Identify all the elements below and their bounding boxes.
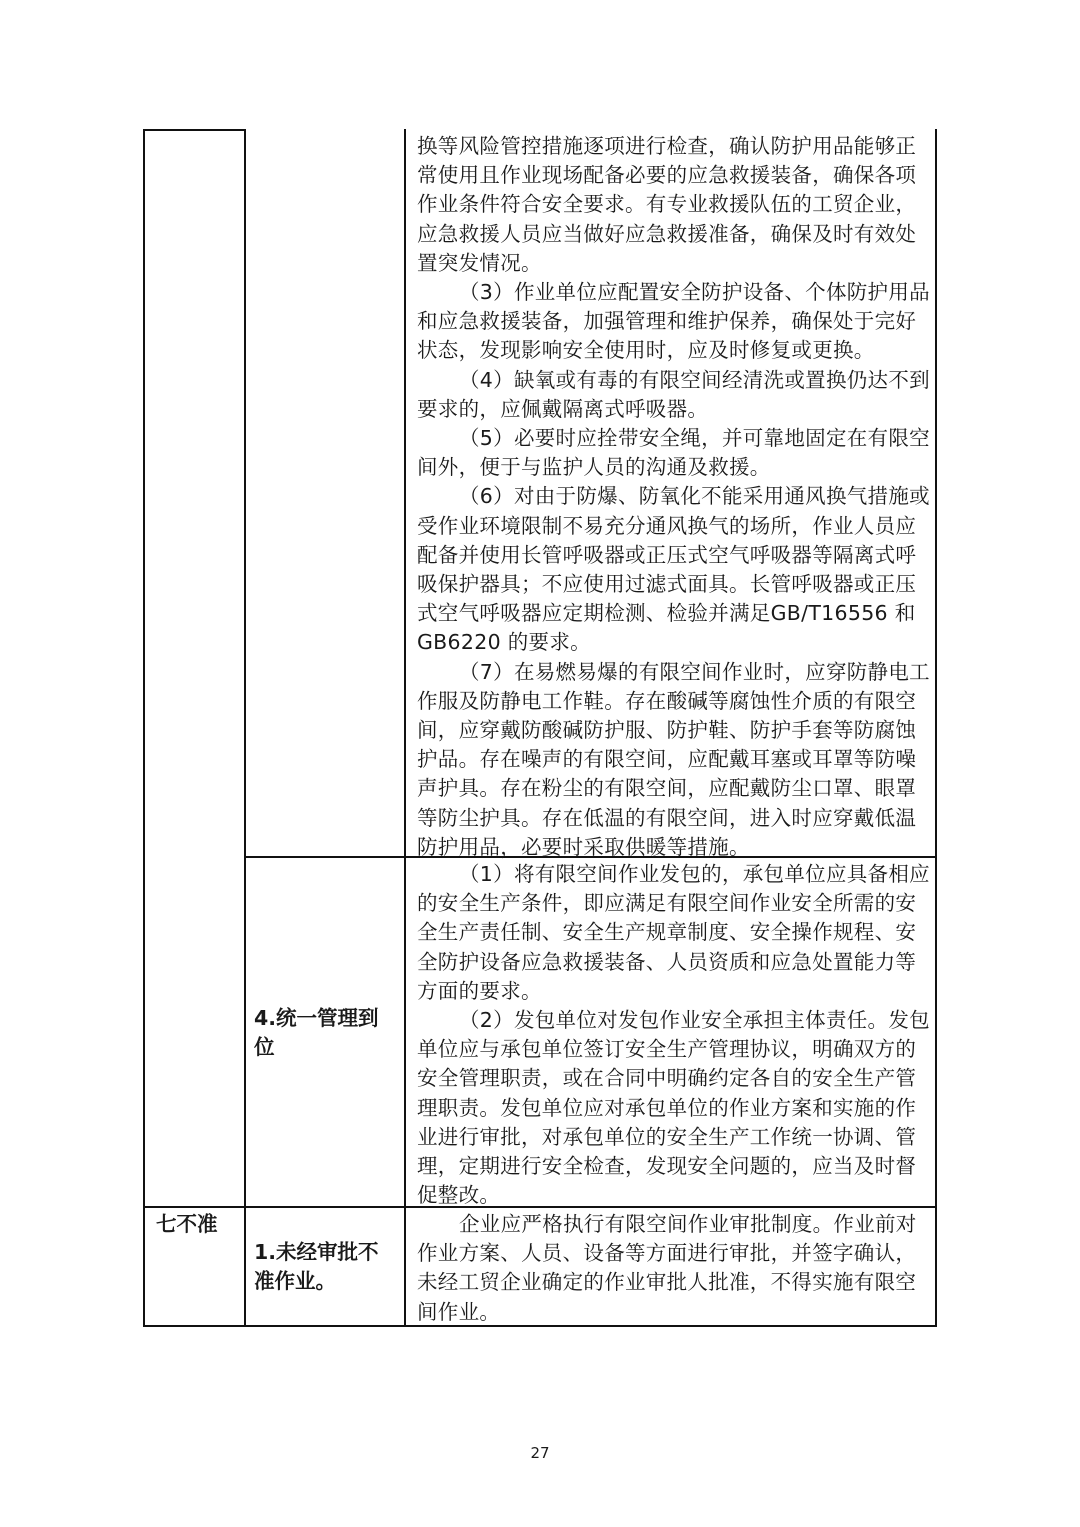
- table-cell-content-row-2: [417, 860, 933, 1210]
- paragraph: （4）缺氧或有毒的有限空间经清洗或置换仍达不到要求的，应佩戴隔离式呼吸器。: [417, 367, 930, 421]
- paragraph: （6）对由于防爆、防氧化不能采用通风换气措施或受作业环境限制不易充分通风换气的场所，作业人员应配备并使用长管呼吸器或正压式空气呼吸器等隔离式呼吸保护器具；不应使用过滤式面具。长管呼吸器或正压式空气呼吸器应定期检测、检验并满足GB/T16556 和 GB6220 的要求。: [417, 484, 930, 655]
- paragraph: 换等风险管控措施逐项进行检查，确认防护用品能够正常使用且作业现场配备必要的应急救援装备，确保各项作业条件符合安全要求。有专业救援队伍的工贸企业，应急救援人员应当做好应急救援准备，确保及时有效处置突发情况。: [417, 134, 917, 275]
- table-left-border: [143, 129, 145, 1327]
- paragraph: （7）在易燃易爆的有限空间作业时，应穿防静电工作服及防静电工作鞋。存在酸碱等腐蚀性介质的有限空间，应穿戴防酸碱防护服、防护鞋、防护手套等防腐蚀护品。存在噪声的有限空间，应配戴耳塞或耳罩等防噪声护具。存在粉尘的有限空间，应配戴防尘口罩、眼罩等防尘护具。存在低温的有限空间，进入时应穿戴低温防护用品，必要时采取供暖等措施。: [417, 659, 930, 859]
- table-cell-item-row-3: 1.未经审批不准作业。: [254, 1240, 379, 1293]
- paragraph: （1）将有限空间作业发包的，承包单位应具备相应的安全生产条件，即应满足有限空间作业安全所需的安全生产责任制、安全生产规章制度、安全操作规程、安全防护设备应急救援装备、人员资质和应急处置能力等方面的要求。: [417, 862, 930, 1003]
- table-top-border: [143, 129, 246, 131]
- table-cell-item-row-2: 4.统一管理到位: [254, 1006, 379, 1059]
- paragraph: （3）作业单位应配置安全防护设备、个体防护用品和应急救援装备，加强管理和维护保养，确保处于完好状态，发现影响安全使用时，应及时修复或更换。: [417, 280, 930, 363]
- table-column-divider-1: [244, 129, 246, 1327]
- paragraph: （2）发包单位对发包作业安全承担主体责任。发包单位应与承包单位签订安全生产管理协议，明确双方的安全管理职责，或在合同中明确约定各自的安全生产管理职责。发包单位应对承包单位的作业方案和实施的作业进行审批，对承包单位的安全生产工作统一协调、管理，定期进行安全检查，发现安全问题的，应当及时督促整改。: [417, 1008, 930, 1208]
- paragraph: 企业应严格执行有限空间作业审批制度。作业前对作业方案、人员、设备等方面进行审批，并签字确认，未经工贸企业确定的作业审批人批准，不得实施有限空间作业。: [417, 1212, 917, 1324]
- table-column-divider-2: [404, 129, 406, 1327]
- table-cell-content-row-1: [417, 132, 933, 862]
- table-cell-content-row-3: [417, 1210, 933, 1327]
- paragraph: （5）必要时应拴带安全绳，并可靠地固定在有限空间外，便于与监护人员的沟通及救援。: [417, 426, 930, 480]
- table-cell-category-row-3: 七不准: [156, 1212, 218, 1236]
- page-number: 27: [530, 1444, 550, 1462]
- table-right-border: [935, 129, 937, 1327]
